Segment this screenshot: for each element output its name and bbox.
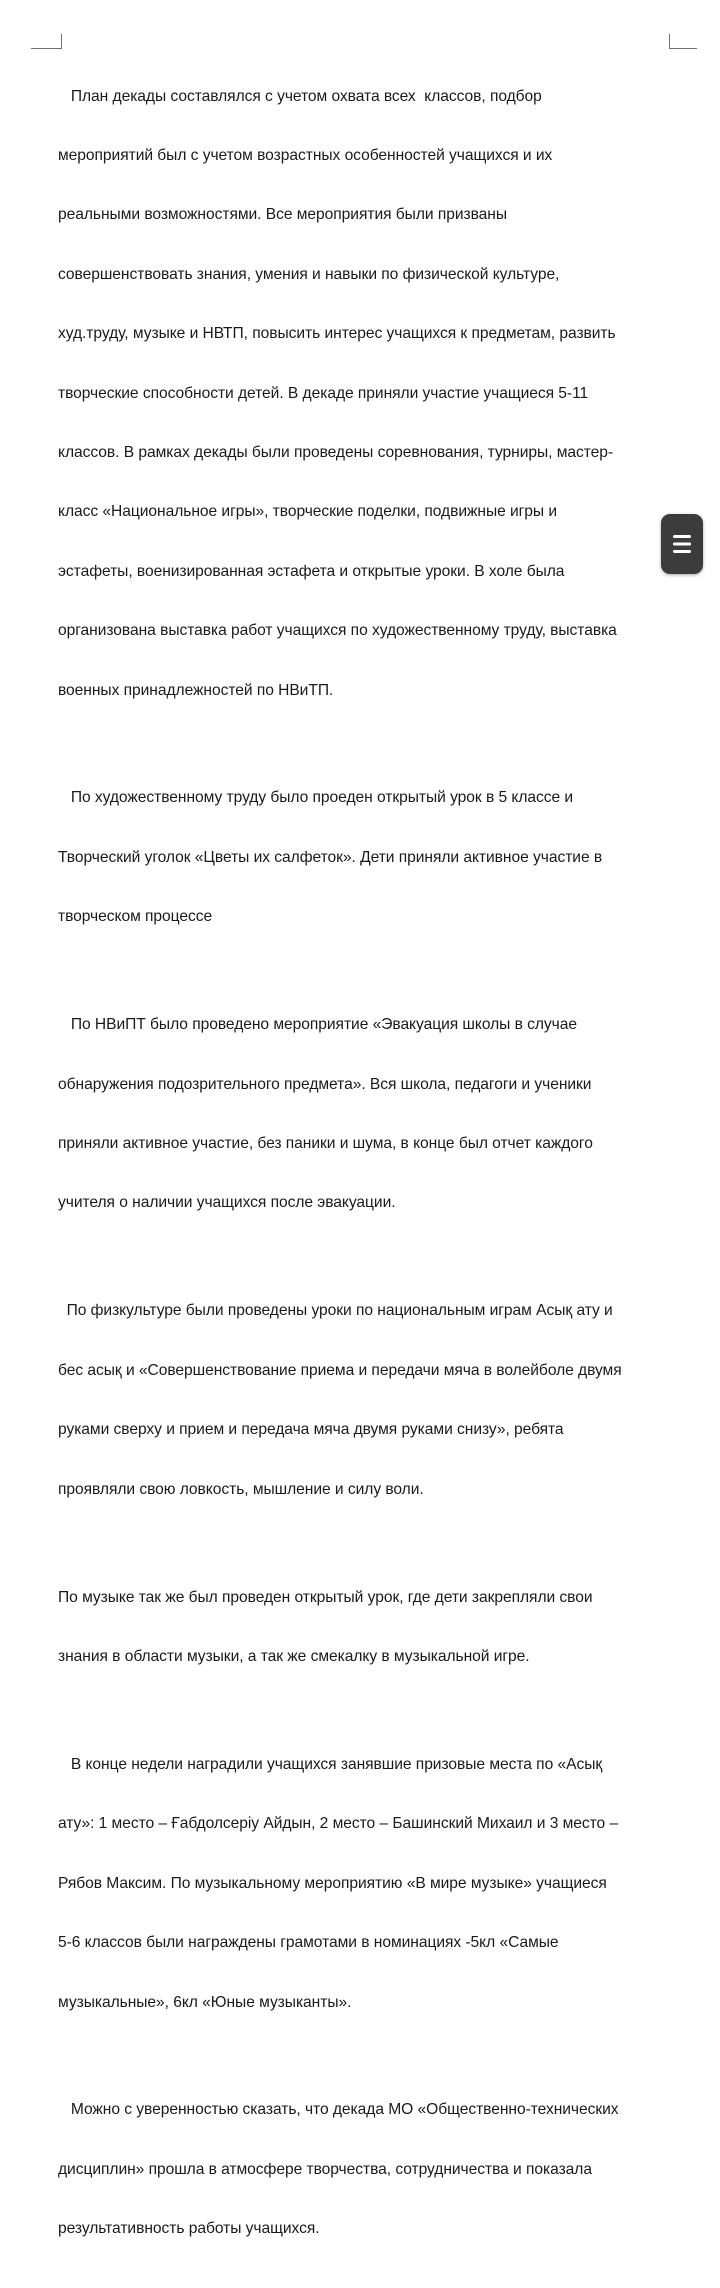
crop-mark-top-right bbox=[669, 34, 697, 49]
text-line: знания в области музыки, а так же смекалку в музыкальной игре. bbox=[58, 1647, 530, 1665]
text-line: По музыке так же был проведен открытый урок, где дети закрепляли свои bbox=[58, 1588, 593, 1606]
text-line: 5-6 классов были награждены грамотами в номинациях -5кл «Самые bbox=[58, 1934, 559, 1952]
paragraph-conclusion bbox=[58, 2061, 670, 2279]
paragraph-art bbox=[58, 749, 670, 967]
paragraph-awards bbox=[58, 1715, 670, 2052]
paragraph-music bbox=[58, 1548, 670, 1706]
menu-button[interactable] bbox=[661, 514, 703, 574]
paragraph-evacuation bbox=[58, 976, 670, 1253]
text-line: творческом процессе bbox=[58, 908, 213, 926]
text-line: организована выставка работ учащихся по художественному труду, выставка bbox=[58, 622, 617, 640]
text-line: класс «Национальное игры», творческие поделки, подвижные игры и bbox=[58, 503, 558, 521]
document-body bbox=[58, 47, 670, 2288]
text-line: По НВиПТ было проведено мероприятие «Эвакуация школы в случае bbox=[58, 1016, 577, 1034]
text-line: приняли активное участие, без паники и шума, в конце был отчет каждого bbox=[58, 1135, 593, 1153]
text-line: бес асық и «Совершенствование приема и передачи мяча в волейболе двумя bbox=[58, 1361, 622, 1379]
text-line: проявляли свою ловкость, мышление и силу воли. bbox=[58, 1480, 424, 1498]
text-line: эстафеты, военизированная эстафета и открытые уроки. В холе была bbox=[58, 562, 565, 580]
text-line: военных принадлежностей по НВиТП. bbox=[58, 681, 334, 699]
hamburger-menu-icon bbox=[672, 533, 692, 555]
text-line: Творческий уголок «Цветы их салфеток». Дети приняли активное участие в bbox=[58, 848, 603, 866]
text-line: результативность работы учащихся. bbox=[58, 2220, 320, 2238]
text-line: Рябов Максим. По музыкальному мероприятию «В мире музыке» учащиеся bbox=[58, 1874, 607, 1892]
text-line: худ.труду, музыке и НВТП, повысить интерес учащихся к предметам, развить bbox=[58, 325, 616, 343]
text-line: дисциплин» прошла в атмосфере творчества, сотрудничества и показала bbox=[58, 2160, 592, 2178]
text-line: совершенствовать знания, умения и навыки по физической культуре, bbox=[58, 265, 560, 283]
text-line: обнаружения подозрительного предмета». Вся школа, педагоги и ученики bbox=[58, 1075, 592, 1093]
text-line: По художественному труду было проеден открытый урок в 5 классе и bbox=[58, 789, 574, 807]
paragraph-intro bbox=[58, 47, 670, 740]
text-line: руками сверху и прием и передача мяча двумя руками снизу», ребята bbox=[58, 1421, 564, 1439]
text-line: реальными возможностями. Все мероприятия были призваны bbox=[58, 206, 507, 224]
text-line: творческие способности детей. В декаде приняли участие учащиеся 5-11 bbox=[58, 384, 589, 402]
text-line: В конце недели наградили учащихся занявшие призовые места по «Асық bbox=[58, 1755, 603, 1773]
paragraph-pe bbox=[58, 1262, 670, 1539]
text-line: План декады составлялся с учетом охвата всех классов, подбор bbox=[58, 87, 542, 105]
text-line: музыкальные», 6кл «Юные музыканты». bbox=[58, 1993, 352, 2011]
text-line: мероприятий был с учетом возрастных особенностей учащихся и их bbox=[58, 146, 553, 164]
text-line: Можно с уверенностью сказать, что декада МО «Общественно-технических bbox=[58, 2101, 619, 2119]
text-line: учителя о наличии учащихся после эвакуации. bbox=[58, 1194, 396, 1212]
text-line: классов. В рамках декады были проведены соревнования, турниры, мастер- bbox=[58, 443, 614, 461]
text-line: ату»: 1 место – Ғабдолсеріу Айдын, 2 место – Башинский Михаил и 3 место – bbox=[58, 1815, 619, 1833]
text-line: По физкультуре были проведены уроки по национальным играм Асық ату и bbox=[58, 1302, 613, 1320]
